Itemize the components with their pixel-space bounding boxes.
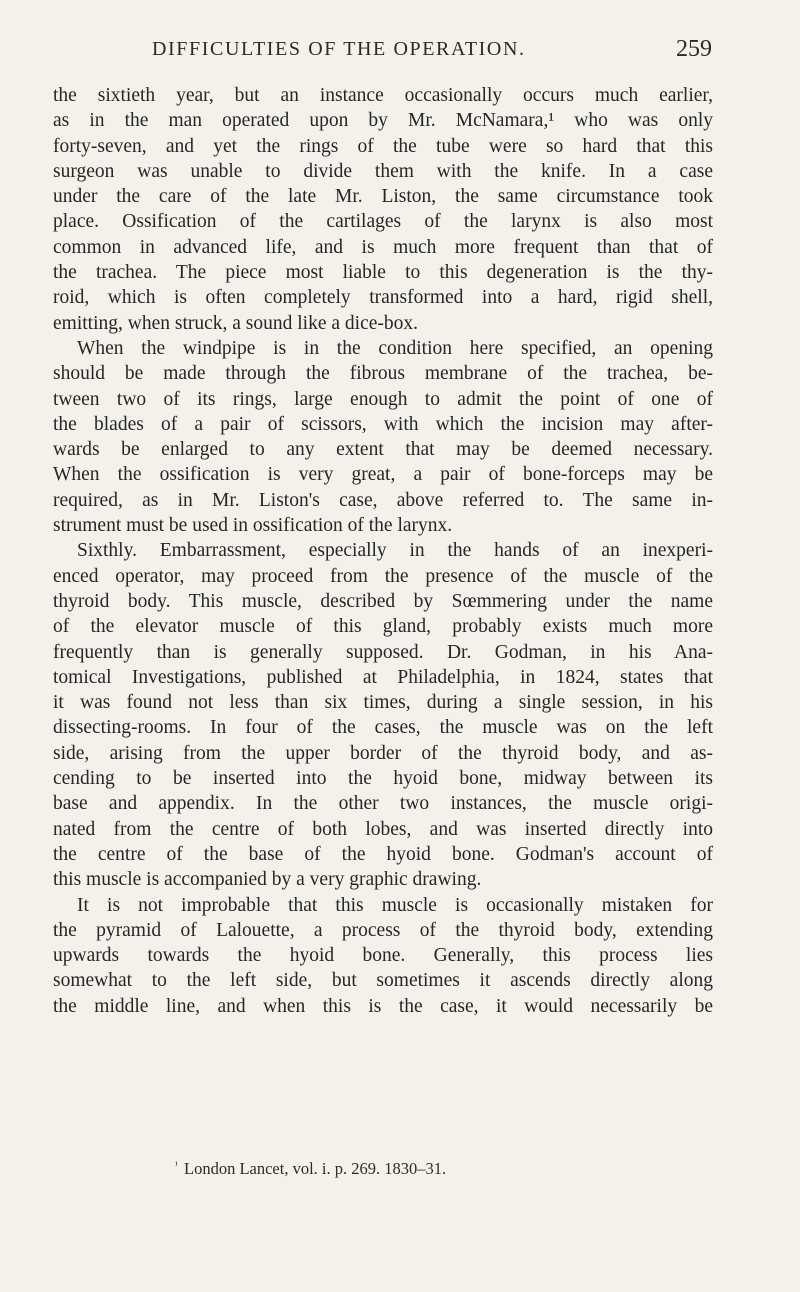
text-line: strument must be used in ossification of the larynx.	[53, 515, 453, 537]
text-line: the centre of the base of the hyoid bone. Godman's account of	[53, 843, 713, 865]
text-line: frequently than is generally supposed. Dr. Godman, in his Ana-	[53, 641, 713, 663]
text-line: emitting, when struck, a sound like a dice-box.	[53, 312, 418, 334]
footnote-mark: ¹	[175, 1160, 178, 1171]
text-line: upwards towards the hyoid bone. Generally, this process lies	[53, 945, 713, 967]
text-line: tomical Investigations, published at Philadelphia, in 1824, states that	[53, 666, 713, 688]
text-line: this muscle is accompanied by a very graphic drawing.	[53, 869, 482, 891]
footnote	[175, 1159, 446, 1179]
text-line: dissecting-rooms. In four of the cases, the muscle was on the left	[53, 717, 713, 739]
text-line: side, arising from the upper border of the thyroid body, and as-	[53, 742, 713, 764]
text-line: It is not improbable that this muscle is occasionally mistaken for	[77, 894, 713, 916]
text-line: of the elevator muscle of this gland, probably exists much more	[53, 616, 713, 638]
text-line: common in advanced life, and is much more frequent than that of	[53, 236, 713, 258]
text-line: as in the man operated upon by Mr. McNamara,¹ who was only	[53, 110, 713, 132]
text-line: the trachea. The piece most liable to this degeneration is the thy-	[53, 262, 713, 284]
text-line: cending to be inserted into the hyoid bone, midway between its	[53, 768, 713, 790]
text-line: the pyramid of Lalouette, a process of the thyroid body, extending	[53, 919, 713, 941]
running-title: DIFFICULTIES OF THE OPERATION.	[152, 38, 526, 60]
body-text	[53, 83, 713, 1019]
text-line: surgeon was unable to divide them with the knife. In a case	[53, 160, 713, 182]
text-line: somewhat to the left side, but sometimes it ascends directly along	[53, 970, 713, 992]
text-line: required, as in Mr. Liston's case, above referred to. The same in-	[53, 489, 713, 511]
text-line: thyroid body. This muscle, described by Sœmmering under the name	[53, 590, 713, 612]
text-line: tween two of its rings, large enough to admit the point of one of	[53, 388, 713, 410]
text-line: nated from the centre of both lobes, and was inserted directly into	[53, 818, 713, 840]
text-line: the middle line, and when this is the case, it would necessarily be	[53, 995, 713, 1017]
text-line: should be made through the fibrous membrane of the trachea, be-	[53, 363, 713, 385]
text-line: under the care of the late Mr. Liston, the same circumstance took	[53, 186, 713, 208]
text-line: roid, which is often completely transformed into a hard, rigid shell,	[53, 287, 713, 309]
running-head	[152, 38, 712, 68]
text-line: forty-seven, and yet the rings of the tube were so hard that this	[53, 135, 713, 157]
text-line: the sixtieth year, but an instance occasionally occurs much earlier,	[53, 85, 713, 106]
text-line: When the ossification is very great, a pair of bone-forceps may be	[53, 464, 713, 486]
text-line: Sixthly. Embarrassment, especially in the hands of an inexperi-	[77, 540, 713, 562]
text-line: base and appendix. In the other two instances, the muscle origi-	[53, 793, 713, 815]
text-line: place. Ossification of the cartilages of the larynx is also most	[53, 211, 713, 233]
page-number: 259	[676, 36, 712, 62]
text-line: it was found not less than six times, during a single session, in his	[53, 692, 713, 714]
text-line: wards be enlarged to any extent that may be deemed necessary.	[53, 439, 713, 461]
text-line: enced operator, may proceed from the presence of the muscle of the	[53, 565, 713, 587]
footnote-text: London Lancet, vol. i. p. 269. 1830–31.	[184, 1159, 447, 1178]
text-line: When the windpipe is in the condition here specified, an opening	[77, 337, 713, 359]
text-line: the blades of a pair of scissors, with which the incision may after-	[53, 413, 713, 435]
